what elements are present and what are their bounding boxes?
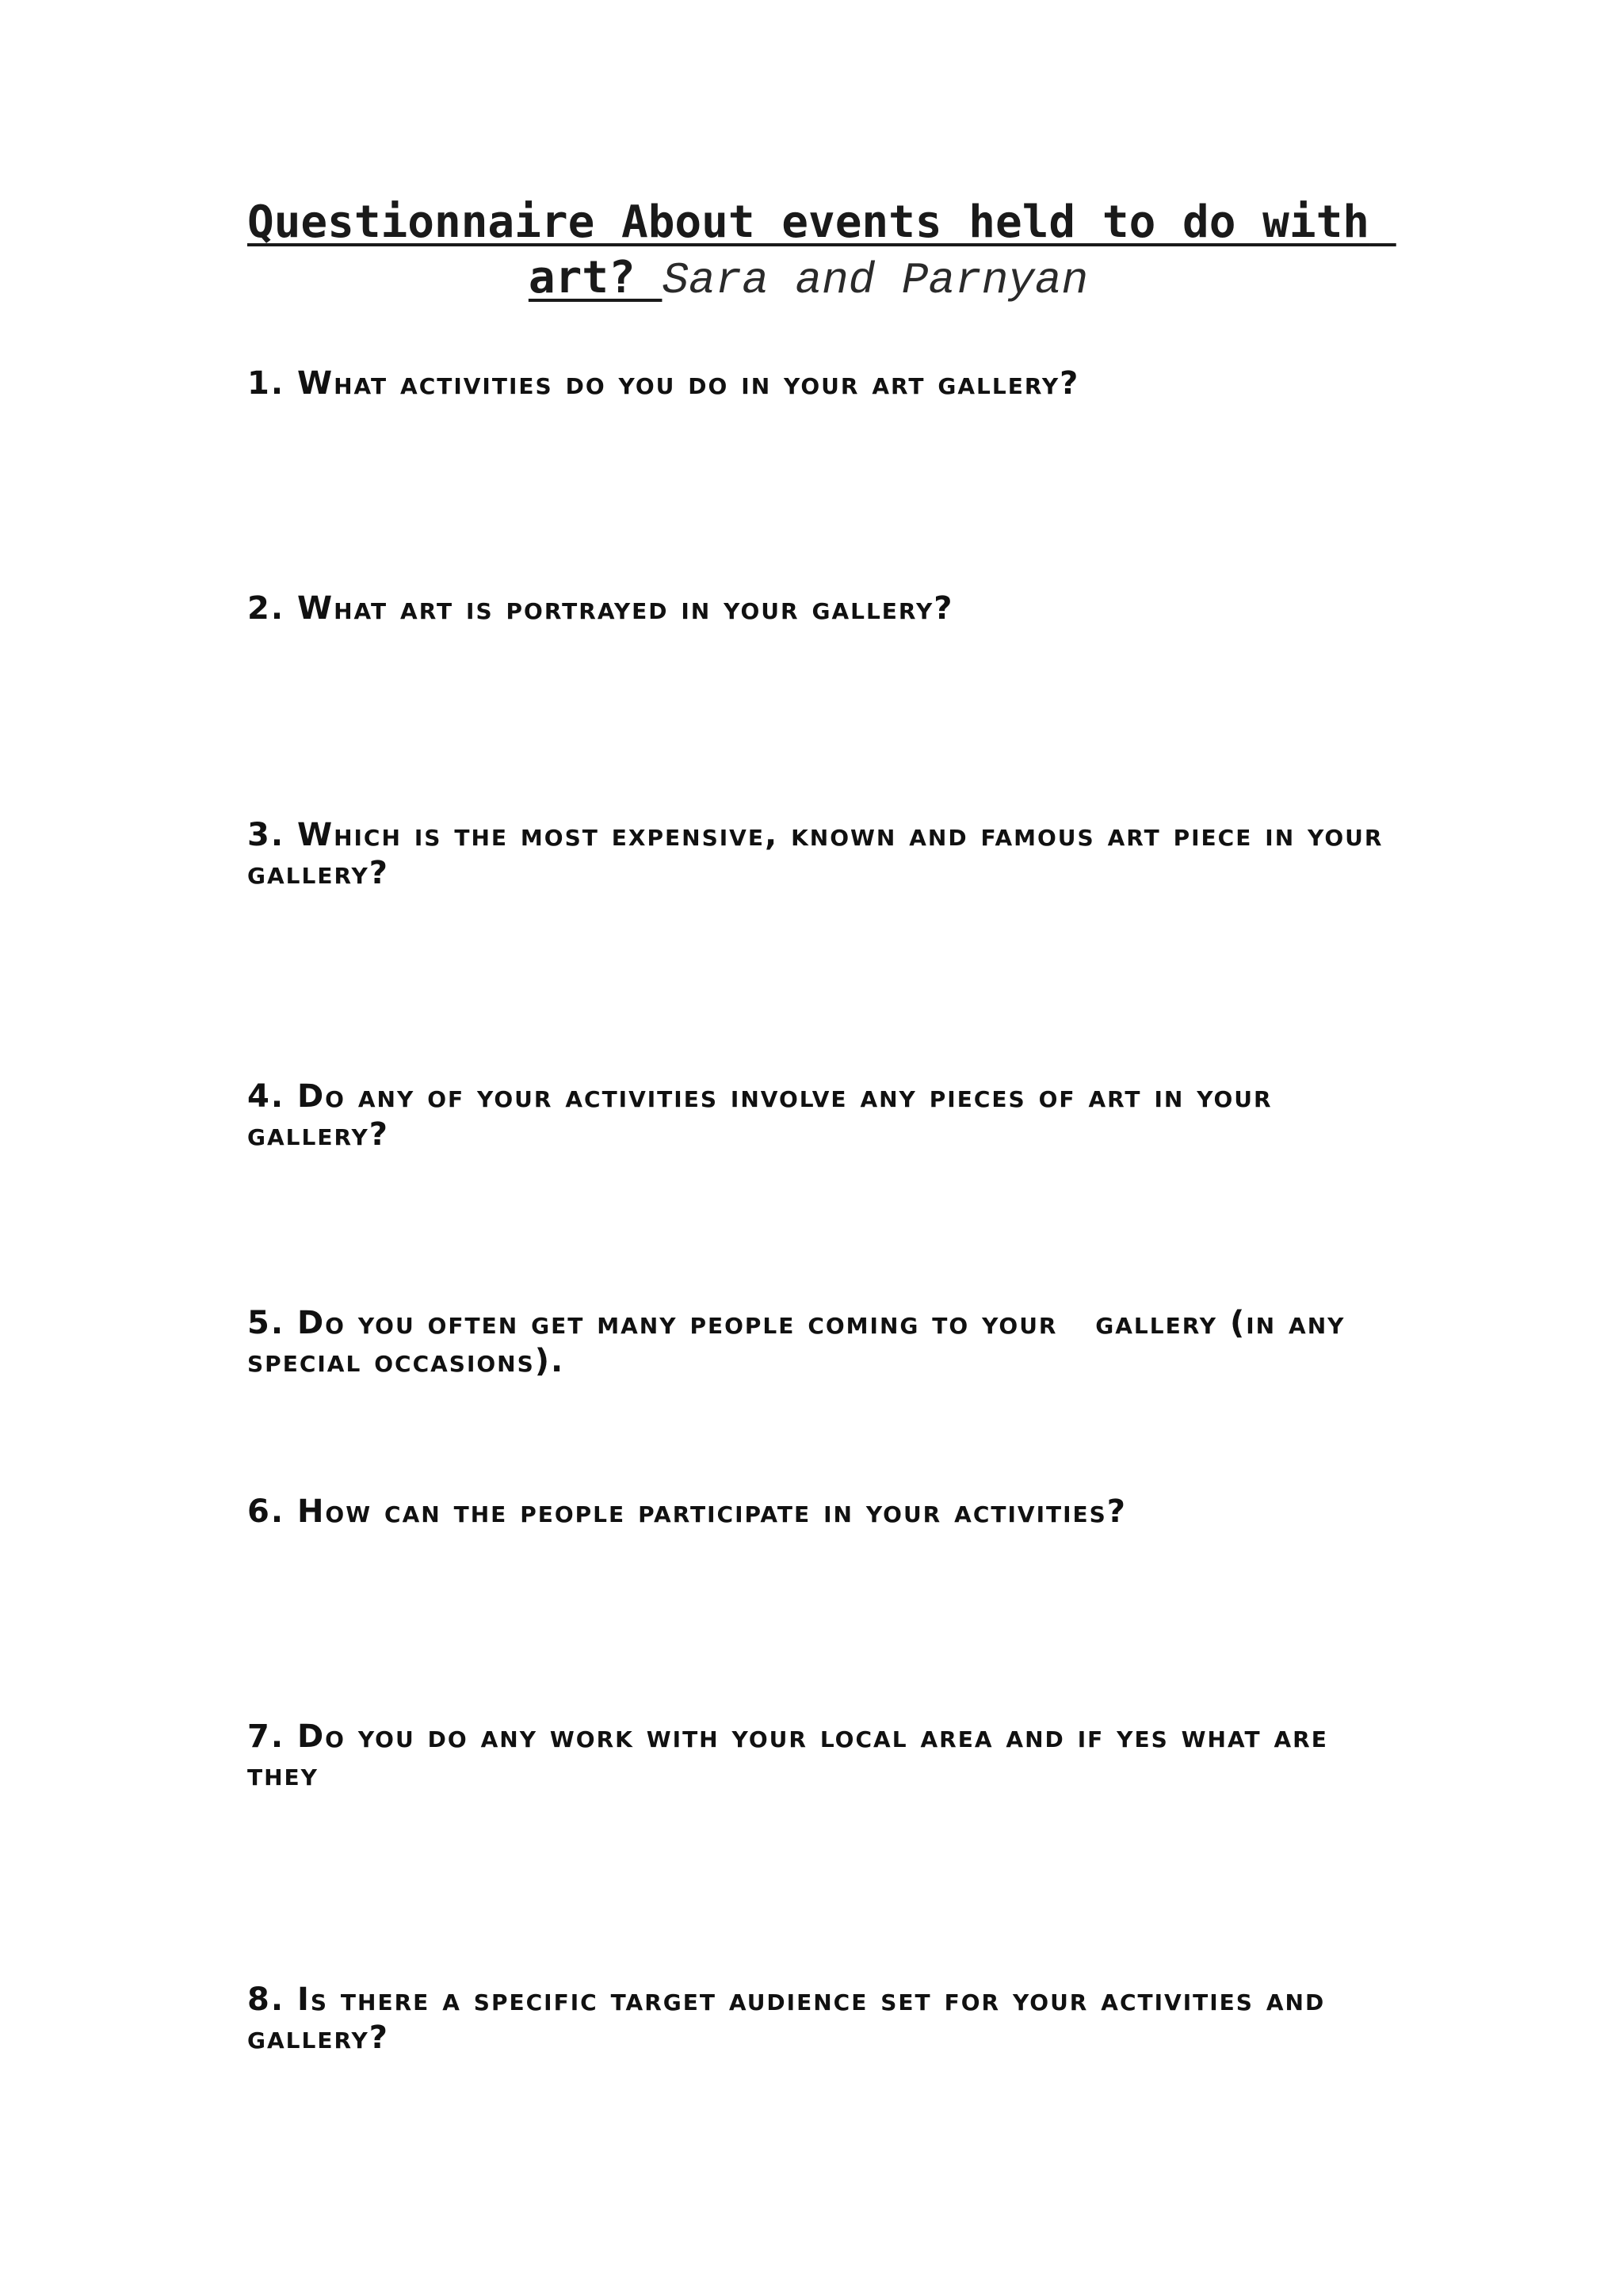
question-2: 2. What art is portrayed in your gallery? — [247, 590, 954, 627]
question-3: 3. Which is the most expensive, known and famous art piece in your gallery? — [247, 817, 1396, 891]
question-4: 4. Do any of your activities involve any pieces of art in your gallery? — [247, 1078, 1285, 1153]
question-6: 6. How can the people participate in your activities? — [247, 1493, 1127, 1530]
question-5: 5. Do you often get many people coming to your gallery (in any special occasions). — [247, 1305, 1358, 1379]
question-1: 1. What activities do you do in your art gallery? — [247, 365, 1080, 402]
questionnaire-title: Questionnaire About events held to do with art? — [246, 196, 1396, 303]
page-title — [238, 195, 1396, 308]
question-7: 7. Do you do any work with your local area and if yes what are they — [247, 1718, 1341, 1793]
authors-label: Sara and Parnyan — [662, 255, 1089, 306]
question-8: 8. Is there a specific target audience set for your activities and gallery? — [247, 1981, 1338, 2056]
